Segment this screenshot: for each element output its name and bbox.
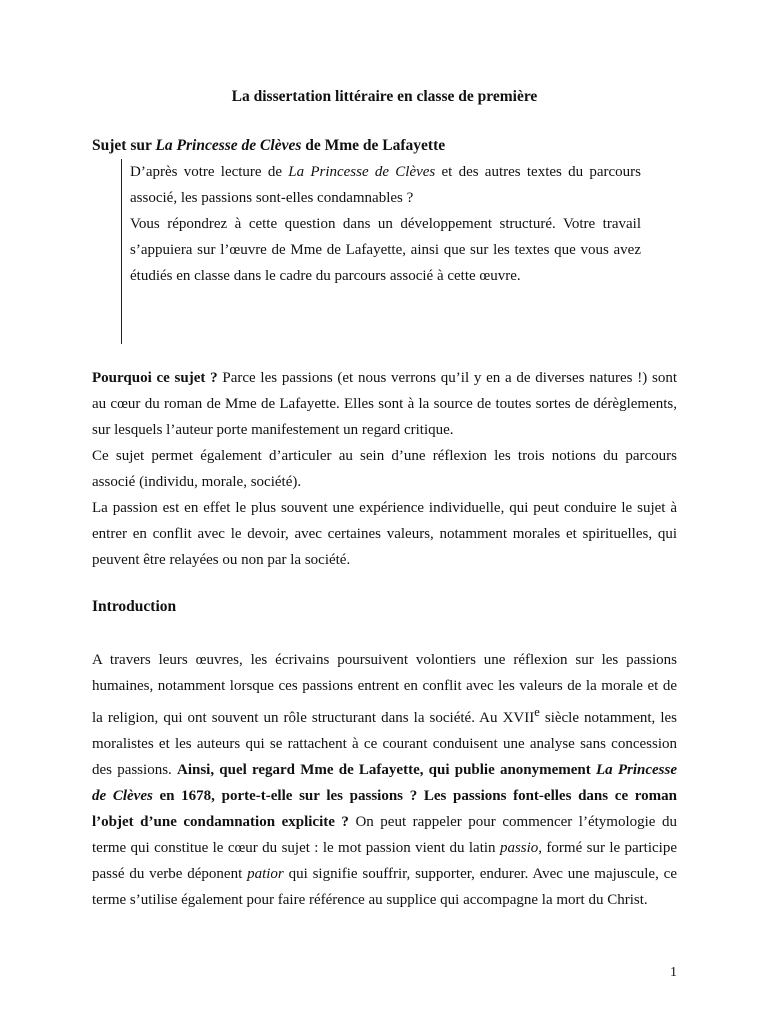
intro-text: qui signifie souffrir, supporter, endurer. Avec une majuscule, ce terme s’utilise également pour faire référence au supplice qui accompagne la mort du Christ. bbox=[92, 866, 677, 908]
prompt-instructions: Vous répondrez à cette question dans un développement structuré. Votre travail s’appuiera sur l’œuvre de Mme de Lafayette, ainsi que sur les textes que vous avez étudiés en classe dans le cadre du parcours associé à cette œuvre. bbox=[130, 216, 641, 284]
subject-suffix: de Mme de Lafayette bbox=[301, 137, 446, 154]
prompt-work-title: La Princesse de Clèves bbox=[288, 164, 436, 180]
subject-work-title: La Princesse de Clèves bbox=[155, 137, 302, 154]
intro-text: On peut rappeler pour commencer l’étymologie du terme qui constitue le cœur du sujet : le mot passion vient du latin bbox=[92, 814, 677, 856]
why-lead: Pourquoi ce sujet ? bbox=[92, 370, 218, 386]
document-title: La dissertation littéraire en classe de première bbox=[231, 88, 538, 105]
intro-text: A travers leurs œuvres, les écrivains poursuivent volontiers une réflexion sur les passions humaines, notamment lorsque ces passions entrent en conflit avec les valeurs de la morale et de la religion, qui ont souvent un rôle structurant dans la société. Au XVII bbox=[92, 652, 677, 726]
superscript: e bbox=[534, 705, 540, 719]
prompt-quote-block bbox=[121, 159, 641, 344]
why-text: Parce les passions (et nous verrons qu’il y en a de diverses natures !) sont au cœur du roman de Mme de Lafayette. Elles sont à la source de toutes sortes de dérèglements, sur lesquels l’auteur porte manifestement un regard critique. bbox=[92, 370, 677, 438]
why-section bbox=[92, 365, 677, 573]
latin-term: patior bbox=[247, 866, 284, 882]
why-paragraph: Ce sujet permet également d’articuler au sein d’une réflexion les trois notions du parcours associé (individu, morale, société). bbox=[92, 448, 677, 490]
latin-term: passio bbox=[499, 840, 539, 856]
intro-text: siècle notamment, les moralistes et les auteurs qui se rattachent à ce courant conduisent une analyse sans concession des passions. bbox=[92, 710, 678, 778]
prompt-text: D’après votre lecture de bbox=[130, 164, 289, 180]
why-paragraph bbox=[92, 365, 677, 443]
subject-heading bbox=[92, 137, 445, 155]
intro-text: , formé sur le participe passé du verbe déponent bbox=[92, 840, 677, 882]
intro-bold-text: Ainsi, quel regard Mme de Lafayette, qui publie anonymement bbox=[176, 762, 596, 778]
why-paragraph: La passion est en effet le plus souvent une expérience individuelle, qui peut conduire le sujet à entrer en conflit avec le devoir, avec certaines valeurs, notamment morales et spirituelles, qui peuvent être relayées ou non par la société. bbox=[92, 500, 677, 568]
intro-work-title: La Princesse de Clèves bbox=[92, 762, 678, 804]
introduction-paragraph bbox=[92, 647, 677, 913]
prompt-question bbox=[122, 159, 641, 211]
intro-bold-text: en 1678, porte-t-elle sur les passions ? Les passions font-elles dans ce roman l’objet d’une condamnation explicite ? bbox=[92, 788, 678, 830]
introduction-heading: Introduction bbox=[92, 598, 177, 615]
page-number: 1 bbox=[670, 965, 677, 980]
introduction-section bbox=[92, 647, 677, 913]
subject-prefix: Sujet sur bbox=[92, 137, 156, 154]
prompt-text: et des autres textes du parcours associé, les passions sont-elles condamnables ? bbox=[130, 164, 641, 206]
